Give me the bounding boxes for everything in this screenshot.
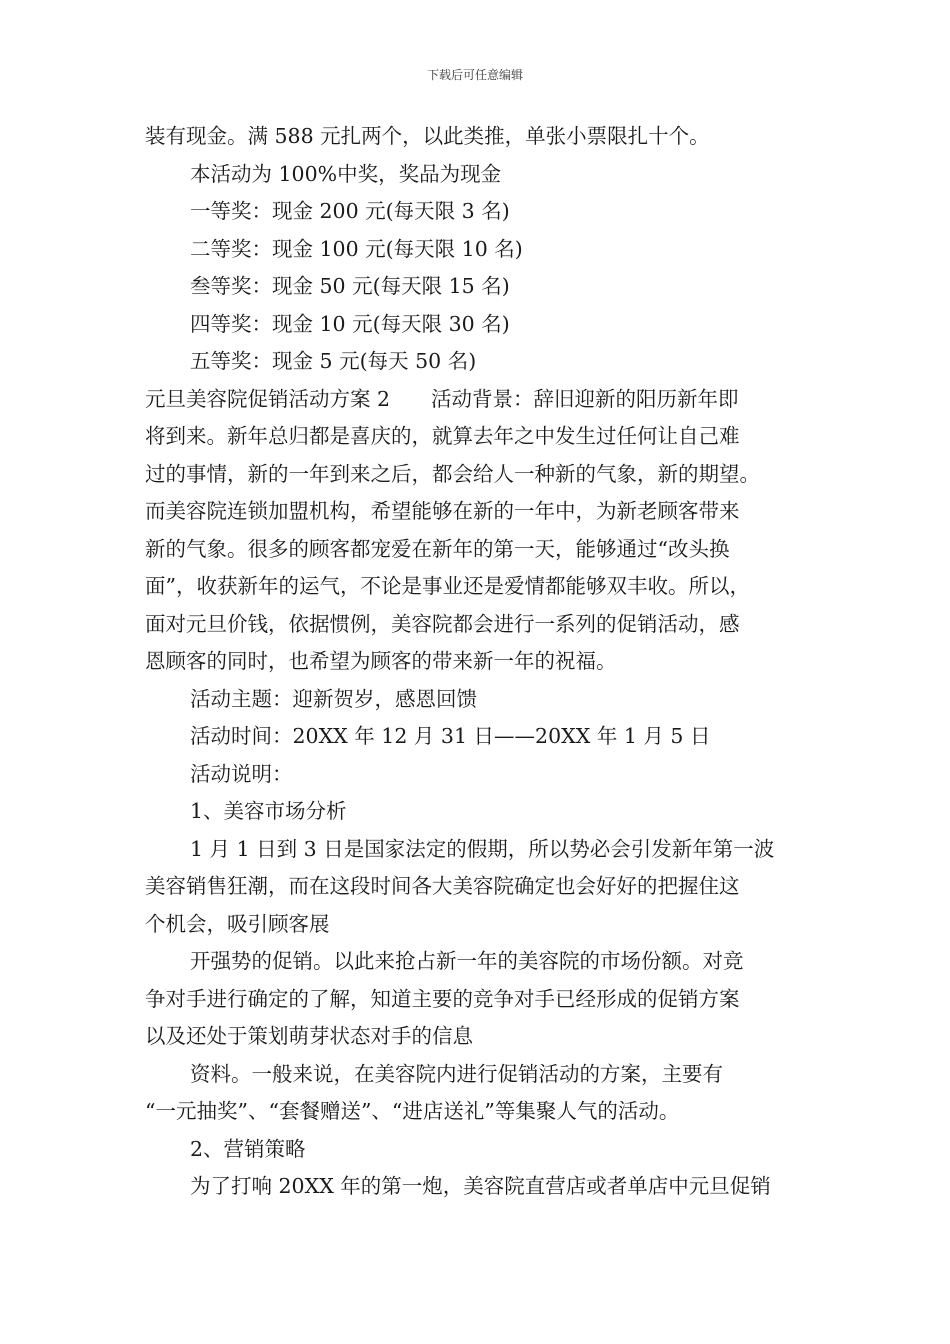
text-line: 1 月 1 日到 3 日是国家法定的假期，所以势必会引发新年第一波 xyxy=(190,836,775,861)
text-line: 美容销售狂潮，而在这段时间各大美容院确定也会好好的把握住这 xyxy=(145,874,740,898)
text-line: “一元抽奖”、“套餐赠送”、“进店送礼”等集聚人气的活动。 xyxy=(145,1099,680,1123)
text-line: 活动说明： xyxy=(190,761,293,786)
text-line: 将到来。新年总归都是喜庆的，就算去年之中发生过任何让自己难 xyxy=(145,424,740,448)
document-body xyxy=(145,118,810,1206)
text-line: 本活动为 100%中奖，奖品为现金 xyxy=(190,161,502,186)
text-line: 为了打响 20XX 年的第一炮，美容院直营店或者单店中元旦促销 xyxy=(190,1174,771,1198)
text-line: 1、美容市场分析 xyxy=(190,799,347,823)
text-line: 恩顾客的同时，也希望为顾客的带来新一年的祝福。 xyxy=(145,649,617,673)
text-line: 新的气象。很多的顾客都宠爱在新年的第一天，能够通过“改头换 xyxy=(145,536,730,561)
text-line: 而美容院连锁加盟机构，希望能够在新的一年中，为新老顾客带来 xyxy=(145,499,740,523)
text-line: 资料。一般来说，在美容院内进行促销活动的方案，主要有 xyxy=(190,1061,723,1086)
text-line: 活动主题：迎新贺岁，感恩回馈 xyxy=(190,686,477,711)
text-line: 以及还处于策划萌芽状态对手的信息 xyxy=(145,1024,473,1048)
text-line: 元旦美容院促销活动方案 2 活动背景：辞旧迎新的阳历新年即 xyxy=(145,386,739,411)
text-line: 活动时间：20XX 年 12 月 31 日——20XX 年 1 月 5 日 xyxy=(190,724,711,748)
text-line: 叁等奖：现金 50 元(每天限 15 名) xyxy=(190,274,510,298)
text-line: 个机会，吸引顾客展 xyxy=(145,911,330,936)
text-line: 面对元旦价钱，依据惯例，美容院都会进行一系列的促销活动，感 xyxy=(145,611,740,636)
page-header: 下载后可任意编辑 xyxy=(426,68,523,82)
text-line: 2、营销策略 xyxy=(190,1136,306,1161)
text-line: 开强势的促销。以此来抢占新一年的美容院的市场份额。对竞 xyxy=(190,949,744,973)
text-line: 争对手进行确定的了解，知道主要的竞争对手已经形成的促销方案 xyxy=(145,986,740,1011)
text-line: 一等奖：现金 200 元(每天限 3 名) xyxy=(190,199,510,223)
text-line: 过的事情，新的一年到来之后，都会给人一种新的气象，新的期望。 xyxy=(145,461,760,486)
text-line: 面”，收获新年的运气，不论是事业还是爱情都能够双丰收。所以， xyxy=(145,574,750,598)
text-line: 四等奖：现金 10 元(每天限 30 名) xyxy=(190,311,510,336)
text-line: 二等奖：现金 100 元(每天限 10 名) xyxy=(190,236,523,261)
text-line: 五等奖：现金 5 元(每天 50 名) xyxy=(190,349,477,373)
text-line: 装有现金。满 588 元扎两个，以此类推，单张小票限扎十个。 xyxy=(145,124,710,148)
